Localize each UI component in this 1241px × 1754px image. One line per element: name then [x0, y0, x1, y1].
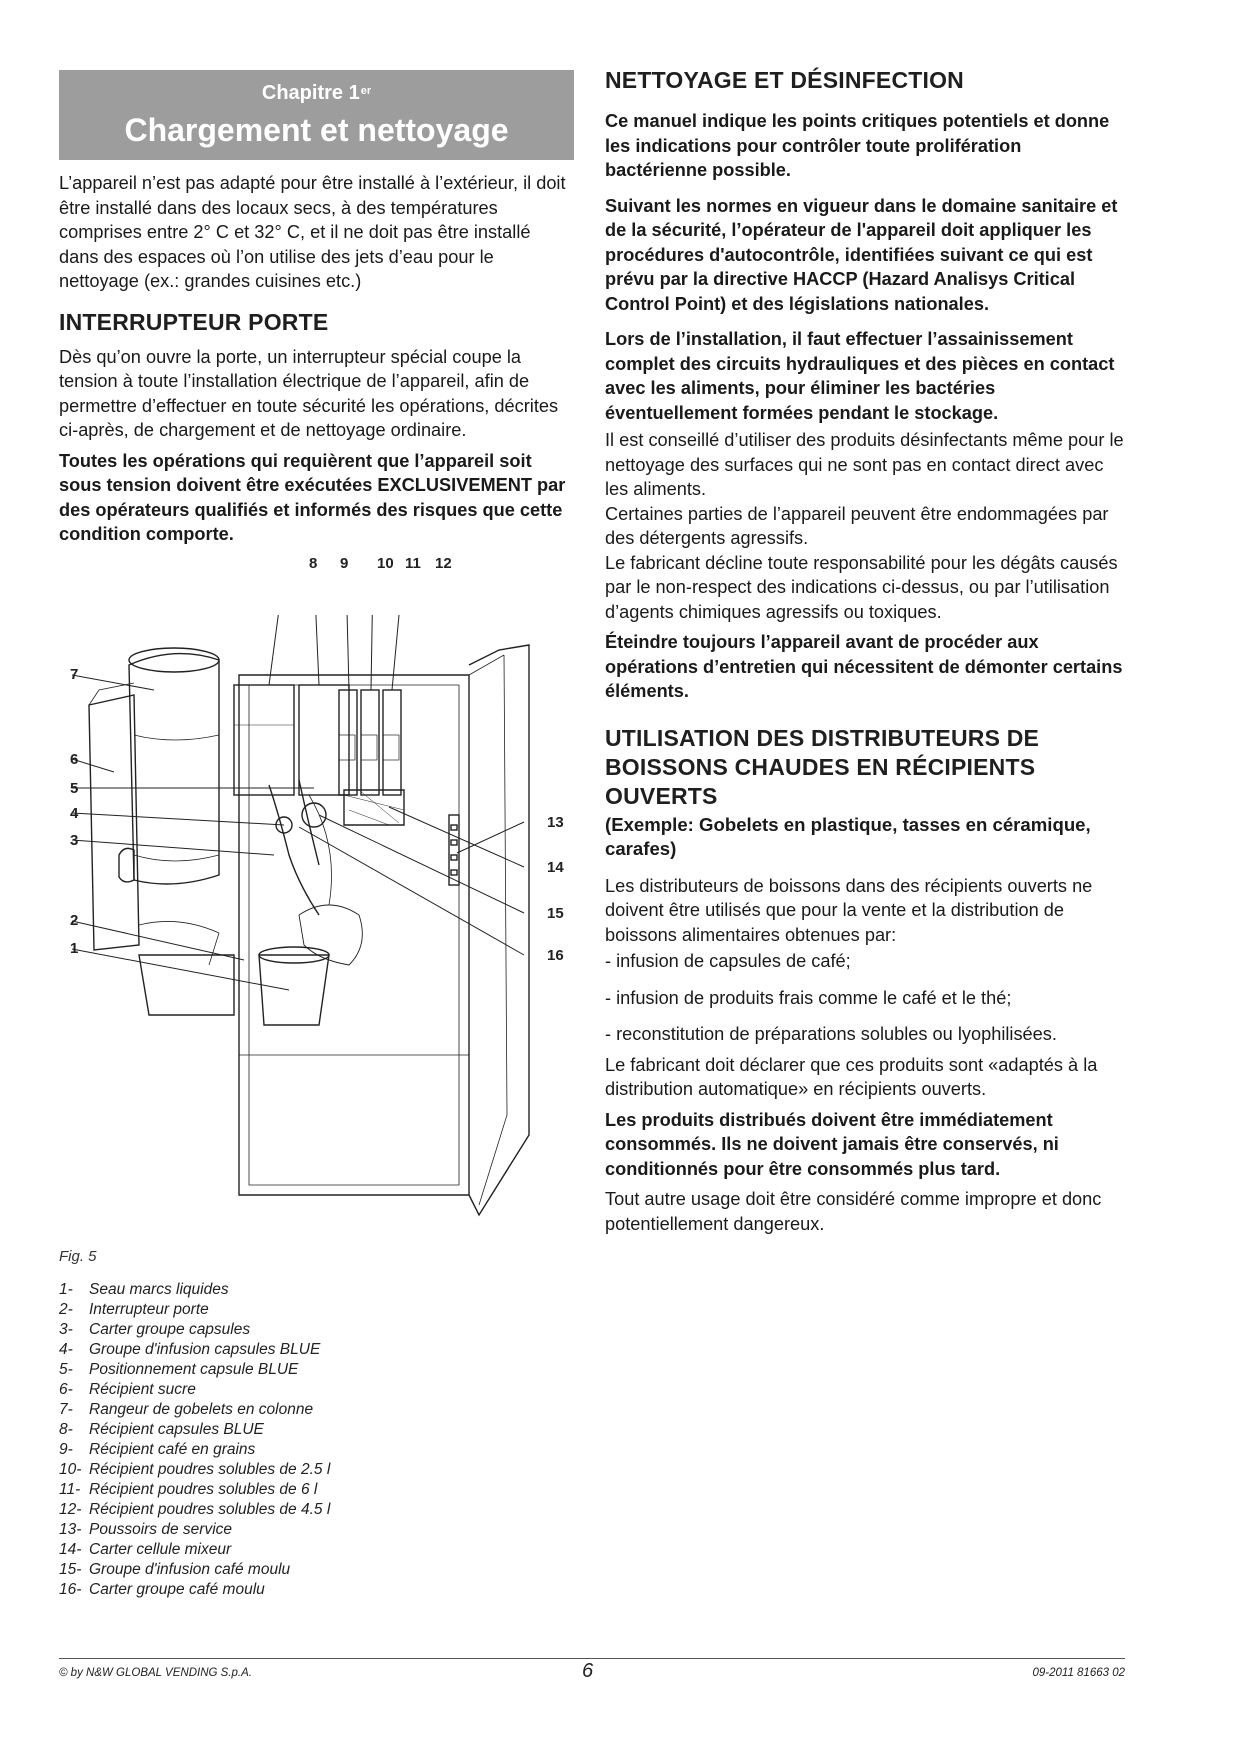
legend-item: 16- Carter groupe café moulu: [59, 1581, 265, 1598]
cleaning-paragraph-1: Ce manuel indique les points critiques potentiels et donne les indications pour contrôler toute prolifération bactérienne possible.: [605, 111, 1110, 180]
page-number: 6: [582, 1660, 594, 1682]
hot-drinks-list-item-2: - infusion de produits frais comme le café et le thé;: [605, 987, 1012, 1008]
figure-label-14: 14: [547, 859, 564, 876]
hot-drinks-paragraph-4: Tout autre usage doit être considéré comme impropre et donc potentiellement dangereux.: [605, 1189, 1102, 1234]
legend-item: 12- Récipient poudres solubles de 4.5 l: [59, 1501, 331, 1518]
footer-divider: [59, 1658, 1125, 1659]
hot-drinks-list-item-3: - reconstitution de préparations solubles ou lyophilisées.: [605, 1024, 1057, 1044]
cleaning-paragraph-3: Lors de l’installation, il faut effectuer l’assainissement complet des circuits hydrauliques et des pièces en contact avec les aliments, pour éliminer les bactéries éventuellement formées pendant le stockage.: [605, 329, 1115, 423]
figure-label-7: 7: [70, 666, 79, 683]
door-switch-heading: INTERRUPTEUR PORTE: [59, 308, 329, 335]
intro-paragraph: L’appareil n’est pas adapté pour être installé à l’extérieur, il doit être installé dans des locaux secs, à des températures comprises entre 2° C et 32° C, et il ne doit pas être installé dans des espaces où l’on utilise des jets d’eau pour le nettoyage (ex.: grandes cuisines etc.): [59, 173, 566, 291]
right-column: [605, 66, 1125, 1236]
cleaning-heading: NETTOYAGE ET DÉSINFECTION: [605, 67, 964, 93]
hot-drinks-paragraph-2: Le fabricant doit déclarer que ces produits sont «adaptés à la distribution automatique» en récipients ouverts.: [605, 1054, 1098, 1099]
footer-copyright: © by N&W GLOBAL VENDING S.p.A.: [59, 1667, 252, 1679]
legend-item: 3- Carter groupe capsules: [59, 1321, 251, 1338]
figure-legend: [59, 1280, 459, 1600]
cleaning-paragraph-2: Suivant les normes en vigueur dans le domaine sanitaire et de la sécurité, l’opérateur de l'appareil doit appliquer les procédures d'autocontrôle, identifiées suivant ce qui est prévu par la directive HACCP (Hazard Analisys Critical Control Point) et des législations nationales.: [605, 195, 1118, 314]
legend-item: 2- Interrupteur porte: [59, 1301, 209, 1318]
figure-label-9: 9: [340, 555, 349, 572]
hot-drinks-paragraph-1: Les distributeurs de boissons dans des récipients ouverts ne doivent être utilisés que pour la vente et la distribution de boissons alimentaires obtenues par:: [605, 875, 1093, 945]
hot-drinks-paragraph-3: Les produits distribués doivent être immédiatement consommés. Ils ne doivent jamais être conservés, ni conditionnés pour être consommés plus tard.: [605, 1109, 1059, 1179]
chapter-title: Chargement et nettoyage: [124, 112, 509, 148]
cleaning-paragraph-4: Il est conseillé d’utiliser des produits désinfectants même pour le nettoyage des surfaces qui ne sont pas en contact direct avec les aliments.: [605, 430, 1124, 499]
figure-label-6: 6: [70, 751, 79, 768]
legend-item: 9- Récipient café en grains: [59, 1441, 256, 1458]
legend-item: 14- Carter cellule mixeur: [59, 1541, 232, 1558]
footer-document-code: 09-2011 81663 02: [1032, 1667, 1125, 1679]
figure-label-16: 16: [547, 947, 564, 964]
door-switch-warning: Toutes les opérations qui requièrent que l’appareil soit sous tension doivent être exécutées EXCLUSIVEMENT par des opérateurs qualifiés et informés des risques que cette condition comporte.: [59, 450, 566, 544]
figure-label-3: 3: [70, 832, 79, 849]
figure-label-5: 5: [70, 780, 79, 797]
figure-label-4: 4: [70, 805, 79, 822]
figure-label-8: 8: [309, 555, 318, 572]
legend-item: 13- Poussoirs de service: [59, 1521, 233, 1538]
chapter-banner: [59, 70, 574, 160]
hot-drinks-subheading: (Exemple: Gobelets en plastique, tasses en céramique, carafes): [605, 813, 1091, 859]
door-switch-paragraph: Dès qu’on ouvre la porte, un interrupteur spécial coupe la tension à toute l’installation électrique de l’appareil, afin de permettre d’effectuer en toute sécurité les opérations, décrites ci-après, de chargement et de nettoyage ordinaire.: [59, 346, 559, 440]
cleaning-paragraph-5: Certaines parties de l’appareil peuvent être endommagées par des détergents agressifs.: [605, 503, 1109, 548]
left-column: [59, 70, 574, 547]
legend-item: 10- Récipient poudres solubles de 2.5 l: [59, 1461, 331, 1478]
legend-item: 5- Positionnement capsule BLUE: [59, 1361, 299, 1378]
cleaning-paragraph-6: Le fabricant décline toute responsabilité pour les dégâts causés par le non-respect des indications ci-dessus, ou par l’utilisation d’agents chimiques agressifs ou toxiques.: [605, 552, 1118, 622]
chapter-label: Chapitre 1er: [261, 82, 372, 104]
figure-label-12: 12: [435, 555, 452, 572]
legend-item: 7- Rangeur de gobelets en colonne: [59, 1401, 314, 1418]
figure-label-11: 11: [405, 555, 421, 572]
hot-drinks-list-item-1: - infusion de capsules de café;: [605, 951, 851, 971]
legend-item: 11- Récipient poudres solubles de 6 l: [59, 1481, 318, 1498]
cleaning-paragraph-7: Éteindre toujours l’appareil avant de procéder aux opérations d’entretien qui nécessitent de démonter certains éléments.: [605, 632, 1123, 701]
legend-item: 4- Groupe d'infusion capsules BLUE: [59, 1341, 321, 1358]
figure-label-15: 15: [547, 905, 564, 922]
figure-label-2: 2: [70, 912, 79, 929]
figure-label-10: 10: [377, 555, 394, 572]
legend-item: 15- Groupe d'infusion café moulu: [59, 1561, 291, 1578]
legend-item: 8- Récipient capsules BLUE: [59, 1421, 264, 1438]
vending-machine-illustration: [59, 615, 579, 1255]
figure-label-13: 13: [547, 814, 564, 831]
legend-item: 1- Seau marcs liquides: [59, 1281, 229, 1298]
hot-drinks-heading: UTILISATION DES DISTRIBUTEURS DE BOISSONS CHAUDES EN RÉCIPIENTS OUVERTS: [605, 724, 1040, 809]
figure-label-1: 1: [70, 940, 79, 957]
figure-5: [59, 555, 579, 1255]
figure-caption: Fig. 5: [59, 1248, 97, 1265]
legend-item: 6- Récipient sucre: [59, 1381, 196, 1398]
